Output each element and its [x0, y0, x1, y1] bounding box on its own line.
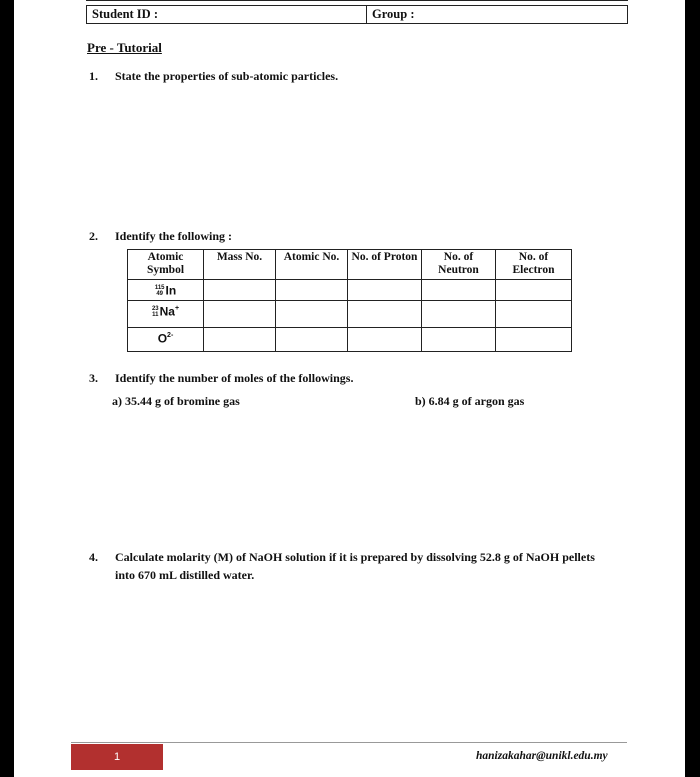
col-header: No. of Proton — [348, 250, 422, 280]
table-row — [128, 280, 572, 301]
empty-cell — [422, 301, 496, 328]
question-text: Identify the number of moles of the followings. — [115, 371, 354, 385]
question-number: 4. — [89, 550, 98, 564]
empty-cell — [204, 301, 276, 328]
table-row — [128, 328, 572, 352]
symbol-cell — [128, 328, 204, 352]
element: In — [165, 283, 177, 298]
table-header-row — [128, 250, 572, 280]
empty-cell — [276, 328, 348, 352]
question-text-line-2: into 670 mL distilled water. — [115, 568, 255, 582]
footer-divider — [71, 742, 627, 743]
empty-cell — [348, 328, 422, 352]
symbol-cell — [128, 301, 204, 328]
mass-number: 23 — [151, 305, 159, 312]
top-border — [86, 0, 628, 1]
charge: 2- — [167, 332, 174, 339]
empty-cell — [422, 328, 496, 352]
atomic-number: 11 — [152, 311, 159, 318]
element: Na — [159, 304, 175, 319]
empty-cell — [276, 301, 348, 328]
question-number: 3. — [89, 371, 98, 385]
group-cell: Group : — [372, 7, 415, 21]
atomic-symbol — [152, 302, 179, 319]
atomic-symbol — [158, 329, 174, 346]
col-header: No. of Neutron — [422, 250, 496, 280]
question-3a: a) 35.44 g of bromine gas — [112, 394, 240, 408]
empty-cell — [422, 280, 496, 301]
section-title: Pre - Tutorial — [87, 40, 162, 55]
mass-number: 115 — [154, 284, 165, 291]
empty-cell — [496, 301, 572, 328]
author-email: hanizakahar@unikl.edu.my — [476, 750, 608, 762]
col-header: Atomic Symbol — [128, 250, 204, 280]
empty-cell — [276, 280, 348, 301]
question-number: 1. — [89, 69, 98, 83]
element: O — [157, 331, 168, 346]
col-header: No. of Electron — [496, 250, 572, 280]
col-header: Atomic No. — [276, 250, 348, 280]
atomic-number: 49 — [156, 290, 163, 297]
question-text-line-1: Calculate molarity (M) of NaOH solution if it is prepared by dissolving 52.8 g of NaOH pellets — [115, 550, 595, 564]
empty-cell — [204, 280, 276, 301]
charge: + — [174, 305, 180, 312]
question-3b: b) 6.84 g of argon gas — [415, 394, 525, 408]
empty-cell — [348, 280, 422, 301]
empty-cell — [496, 328, 572, 352]
question-number: 2. — [89, 229, 98, 243]
empty-cell — [204, 328, 276, 352]
atomic-symbol — [155, 281, 176, 298]
question-4 — [89, 549, 649, 585]
student-info-row — [86, 5, 628, 24]
question-text: State the properties of sub-atomic particles. — [115, 69, 339, 83]
table-row — [128, 301, 572, 328]
col-header: Mass No. — [204, 250, 276, 280]
student-id-cell: Student ID : — [87, 6, 367, 23]
empty-cell — [348, 301, 422, 328]
page-number-badge: 1 — [71, 744, 163, 770]
document-page — [14, 0, 685, 777]
empty-cell — [496, 280, 572, 301]
question-text: Identify the following : — [115, 229, 232, 243]
particles-table — [127, 249, 572, 352]
symbol-cell — [128, 280, 204, 301]
